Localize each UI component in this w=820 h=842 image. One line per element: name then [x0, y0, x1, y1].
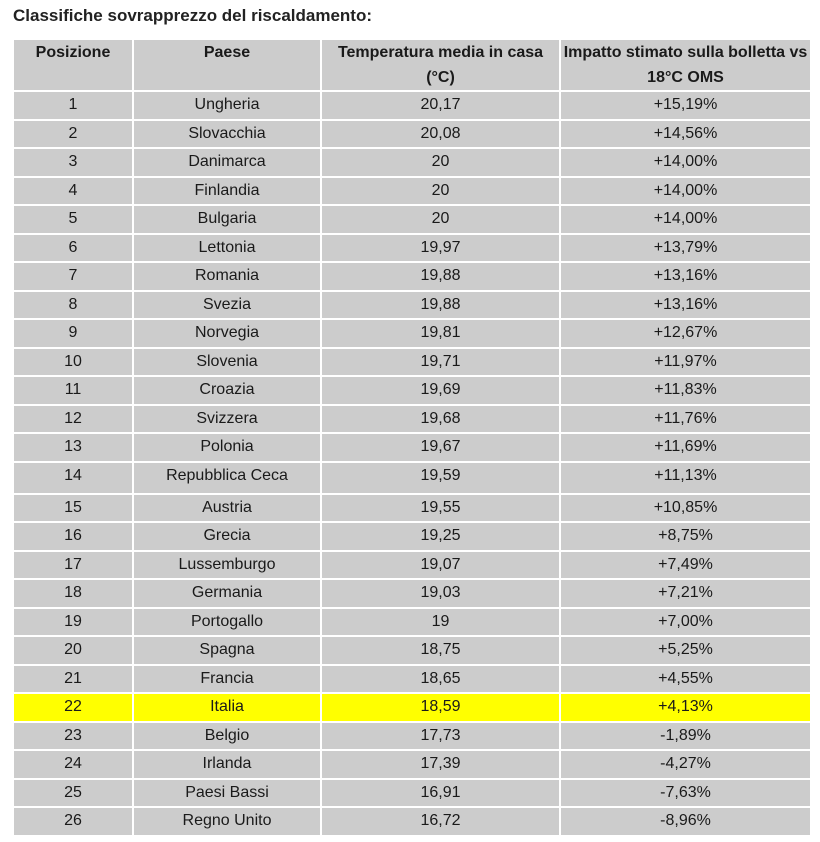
cell-impact: +5,25%: [560, 636, 811, 665]
table-row: [13, 722, 811, 751]
cell-country: Bulgaria: [133, 205, 321, 234]
table-row: [13, 205, 811, 234]
cell-impact: -1,89%: [560, 722, 811, 751]
cell-temperature: 19,59: [321, 462, 560, 494]
table-row: [13, 665, 811, 694]
cell-impact: +11,76%: [560, 405, 811, 434]
cell-temperature: 20,08: [321, 120, 560, 149]
cell-country: Lettonia: [133, 234, 321, 263]
table-row: [13, 462, 811, 494]
cell-country: Spagna: [133, 636, 321, 665]
cell-impact: +8,75%: [560, 522, 811, 551]
header-position: Posizione: [13, 39, 133, 91]
cell-temperature: 16,72: [321, 807, 560, 836]
cell-temperature: 19,03: [321, 579, 560, 608]
cell-position: 5: [13, 205, 133, 234]
cell-impact: +11,13%: [560, 462, 811, 494]
cell-position: 14: [13, 462, 133, 494]
cell-position: 11: [13, 376, 133, 405]
table-row: [13, 405, 811, 434]
cell-temperature: 16,91: [321, 779, 560, 808]
cell-position: 6: [13, 234, 133, 263]
cell-position: 2: [13, 120, 133, 149]
cell-position: 12: [13, 405, 133, 434]
cell-country: Francia: [133, 665, 321, 694]
cell-position: 20: [13, 636, 133, 665]
cell-position: 1: [13, 91, 133, 120]
cell-impact: +13,16%: [560, 262, 811, 291]
table-row: [13, 579, 811, 608]
cell-position: 18: [13, 579, 133, 608]
cell-position: 8: [13, 291, 133, 320]
cell-temperature: 17,73: [321, 722, 560, 751]
cell-impact: +11,97%: [560, 348, 811, 377]
cell-temperature: 19,55: [321, 494, 560, 523]
cell-country: Grecia: [133, 522, 321, 551]
cell-temperature: 19,07: [321, 551, 560, 580]
cell-position: 13: [13, 433, 133, 462]
cell-temperature: 19,97: [321, 234, 560, 263]
cell-position: 17: [13, 551, 133, 580]
cell-impact: +14,00%: [560, 177, 811, 206]
cell-country: Polonia: [133, 433, 321, 462]
table-row: [13, 91, 811, 120]
cell-temperature: 18,65: [321, 665, 560, 694]
cell-position: 22: [13, 693, 133, 722]
cell-country: Finlandia: [133, 177, 321, 206]
table-row: [13, 177, 811, 206]
table-row: [13, 348, 811, 377]
cell-position: 24: [13, 750, 133, 779]
cell-country: Portogallo: [133, 608, 321, 637]
cell-country: Irlanda: [133, 750, 321, 779]
cell-position: 3: [13, 148, 133, 177]
table-row: [13, 750, 811, 779]
cell-impact: -8,96%: [560, 807, 811, 836]
cell-impact: +7,21%: [560, 579, 811, 608]
table-row: [13, 522, 811, 551]
cell-temperature: 19,88: [321, 291, 560, 320]
table-row: [13, 319, 811, 348]
cell-country: Lussemburgo: [133, 551, 321, 580]
table-row: [13, 234, 811, 263]
cell-impact: +4,13%: [560, 693, 811, 722]
cell-temperature: 19,25: [321, 522, 560, 551]
cell-position: 25: [13, 779, 133, 808]
ranking-table: [12, 38, 812, 837]
cell-temperature: 18,75: [321, 636, 560, 665]
table-row: [13, 494, 811, 523]
cell-impact: +14,56%: [560, 120, 811, 149]
cell-country: Svizzera: [133, 405, 321, 434]
table-header-row: [13, 39, 811, 91]
cell-temperature: 19: [321, 608, 560, 637]
cell-impact: +12,67%: [560, 319, 811, 348]
table-body: [13, 91, 811, 836]
cell-country: Regno Unito: [133, 807, 321, 836]
cell-temperature: 18,59: [321, 693, 560, 722]
table-row-highlighted: [13, 693, 811, 722]
cell-country: Germania: [133, 579, 321, 608]
cell-position: 4: [13, 177, 133, 206]
cell-temperature: 19,68: [321, 405, 560, 434]
cell-temperature: 20: [321, 148, 560, 177]
cell-impact: -4,27%: [560, 750, 811, 779]
cell-impact: +7,49%: [560, 551, 811, 580]
cell-impact: +13,16%: [560, 291, 811, 320]
cell-country: Ungheria: [133, 91, 321, 120]
header-bill-impact: Impatto stimato sulla bolletta vs 18°C OMS: [560, 39, 811, 91]
cell-impact: +4,55%: [560, 665, 811, 694]
table-row: [13, 376, 811, 405]
cell-temperature: 20,17: [321, 91, 560, 120]
table-row: [13, 120, 811, 149]
cell-impact: +14,00%: [560, 205, 811, 234]
cell-impact: +11,83%: [560, 376, 811, 405]
table-row: [13, 779, 811, 808]
page-title: Classifiche sovrapprezzo del riscaldamento:: [13, 6, 373, 25]
cell-country: Belgio: [133, 722, 321, 751]
cell-impact: +10,85%: [560, 494, 811, 523]
cell-country: Italia: [133, 693, 321, 722]
cell-temperature: 19,88: [321, 262, 560, 291]
cell-position: 7: [13, 262, 133, 291]
cell-country: Norvegia: [133, 319, 321, 348]
cell-country: Danimarca: [133, 148, 321, 177]
cell-temperature: 20: [321, 177, 560, 206]
table-row: [13, 807, 811, 836]
header-country: Paese: [133, 39, 321, 91]
table-row: [13, 291, 811, 320]
cell-position: 19: [13, 608, 133, 637]
cell-position: 10: [13, 348, 133, 377]
cell-country: Svezia: [133, 291, 321, 320]
cell-country: Repubblica Ceca: [133, 462, 321, 494]
cell-position: 15: [13, 494, 133, 523]
cell-impact: +14,00%: [560, 148, 811, 177]
table-row: [13, 262, 811, 291]
cell-position: 9: [13, 319, 133, 348]
cell-temperature: 19,69: [321, 376, 560, 405]
cell-impact: +15,19%: [560, 91, 811, 120]
cell-position: 23: [13, 722, 133, 751]
cell-impact: +13,79%: [560, 234, 811, 263]
table-row: [13, 148, 811, 177]
table-row: [13, 608, 811, 637]
cell-country: Slovacchia: [133, 120, 321, 149]
cell-impact: -7,63%: [560, 779, 811, 808]
cell-impact: +7,00%: [560, 608, 811, 637]
cell-country: Croazia: [133, 376, 321, 405]
cell-temperature: 19,67: [321, 433, 560, 462]
cell-position: 26: [13, 807, 133, 836]
cell-temperature: 17,39: [321, 750, 560, 779]
table-row: [13, 636, 811, 665]
cell-country: Romania: [133, 262, 321, 291]
cell-temperature: 20: [321, 205, 560, 234]
table-row: [13, 433, 811, 462]
header-avg-temperature: Temperatura media in casa (°C): [321, 39, 560, 91]
table-row: [13, 551, 811, 580]
cell-country: Slovenia: [133, 348, 321, 377]
cell-position: 16: [13, 522, 133, 551]
cell-temperature: 19,81: [321, 319, 560, 348]
cell-temperature: 19,71: [321, 348, 560, 377]
cell-country: Paesi Bassi: [133, 779, 321, 808]
cell-country: Austria: [133, 494, 321, 523]
cell-impact: +11,69%: [560, 433, 811, 462]
cell-position: 21: [13, 665, 133, 694]
